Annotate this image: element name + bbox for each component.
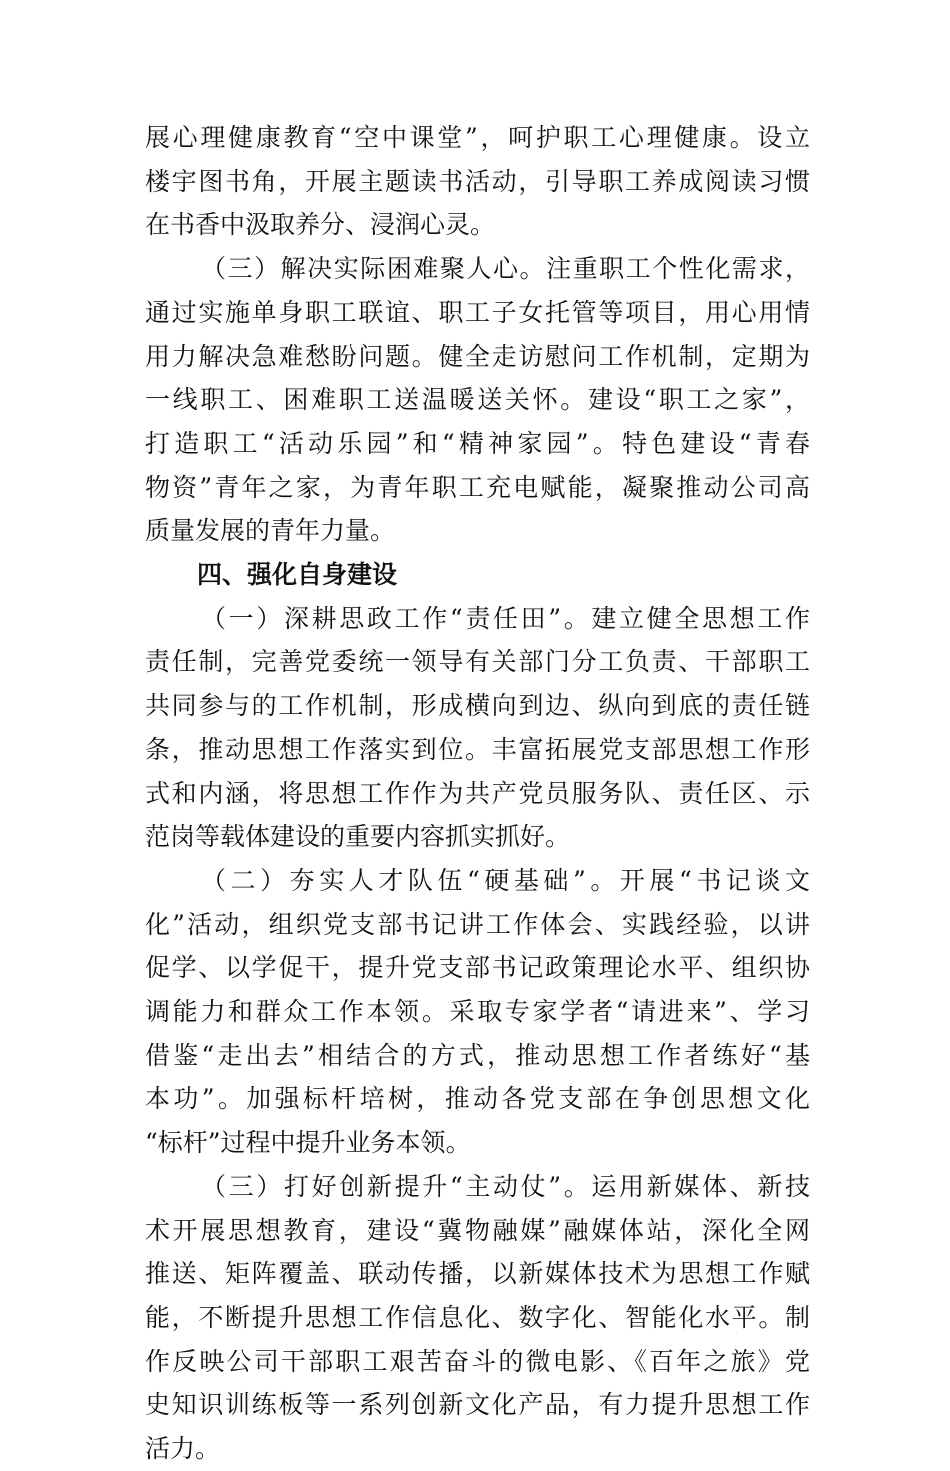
text-line: 调能力和群众工作本领。采取专家学者“请进来”、学习 (145, 997, 810, 1026)
text-line: 推送、矩阵覆盖、联动传播，以新媒体技术为思想工作赋 (145, 1259, 810, 1288)
text-line: 责任制，完善党委统一领导有关部门分工负责、干部职工 (145, 647, 810, 676)
paragraph-first-line: （一）深耕思政工作“责任田”。建立健全思想工作 (201, 604, 810, 633)
text-line: 活力。 (145, 1434, 221, 1463)
text-line: 在书香中汲取养分、浸润心灵。 (145, 210, 496, 239)
text-line: 用力解决急难愁盼问题。健全走访慰问工作机制，定期为 (145, 342, 810, 371)
text-line: 本功”。加强标杆培树，推动各党支部在争创思想文化 (145, 1084, 810, 1113)
text-line: 物资”青年之家，为青年职工充电赋能，凝聚推动公司高 (145, 473, 810, 502)
text-line: 打造职工“活动乐园”和“精神家园”。特色建设“青春 (145, 429, 810, 458)
text-line: 术开展思想教育，建设“冀物融媒”融媒体站，深化全网 (145, 1216, 810, 1245)
text-line: 借鉴“走出去”相结合的方式，推动思想工作者练好“基 (145, 1041, 810, 1070)
text-line: 范岗等载体建设的重要内容抓实抓好。 (145, 822, 571, 851)
section-heading: 四、强化自身建设 (197, 560, 398, 589)
text-line: 化”活动，组织党支部书记讲工作体会、实践经验，以讲 (145, 910, 810, 939)
text-line: 展心理健康教育“空中课堂”，呵护职工心理健康。设立 (145, 123, 810, 152)
text-line: 一线职工、困难职工送温暖送关怀。建设“职工之家”， (145, 385, 810, 414)
paragraph-first-line: （三）解决实际困难聚人心。注重职工个性化需求， (201, 254, 810, 283)
text-line: 楼宇图书角，开展主题读书活动，引导职工养成阅读习惯 (145, 167, 810, 196)
text-line: 促学、以学促干，提升党支部书记政策理论水平、组织协 (145, 953, 810, 982)
text-line: “标杆”过程中提升业务本领。 (145, 1128, 471, 1157)
text-line: 式和内涵，将思想工作作为共产党员服务队、责任区、示 (145, 779, 810, 808)
text-line: 质量发展的青年力量。 (145, 516, 396, 545)
text-line: 能，不断提升思想工作信息化、数字化、智能化水平。制 (145, 1303, 810, 1332)
text-line: 条，推动思想工作落实到位。丰富拓展党支部思想工作形 (145, 735, 810, 764)
text-line: 作反映公司干部职工艰苦奋斗的微电影、《百年之旅》党 (145, 1347, 810, 1376)
paragraph-first-line: （二）夯实人才队伍“硬基础”。开展“书记谈文 (201, 866, 810, 895)
text-line: 史知识训练板等一系列创新文化产品，有力提升思想工作 (145, 1390, 810, 1419)
paragraph-first-line: （三）打好创新提升“主动仗”。运用新媒体、新技 (201, 1172, 810, 1201)
text-line: 共同参与的工作机制，形成横向到边、纵向到底的责任链 (145, 691, 810, 720)
text-line: 通过实施单身职工联谊、职工子女托管等项目，用心用情 (145, 298, 810, 327)
